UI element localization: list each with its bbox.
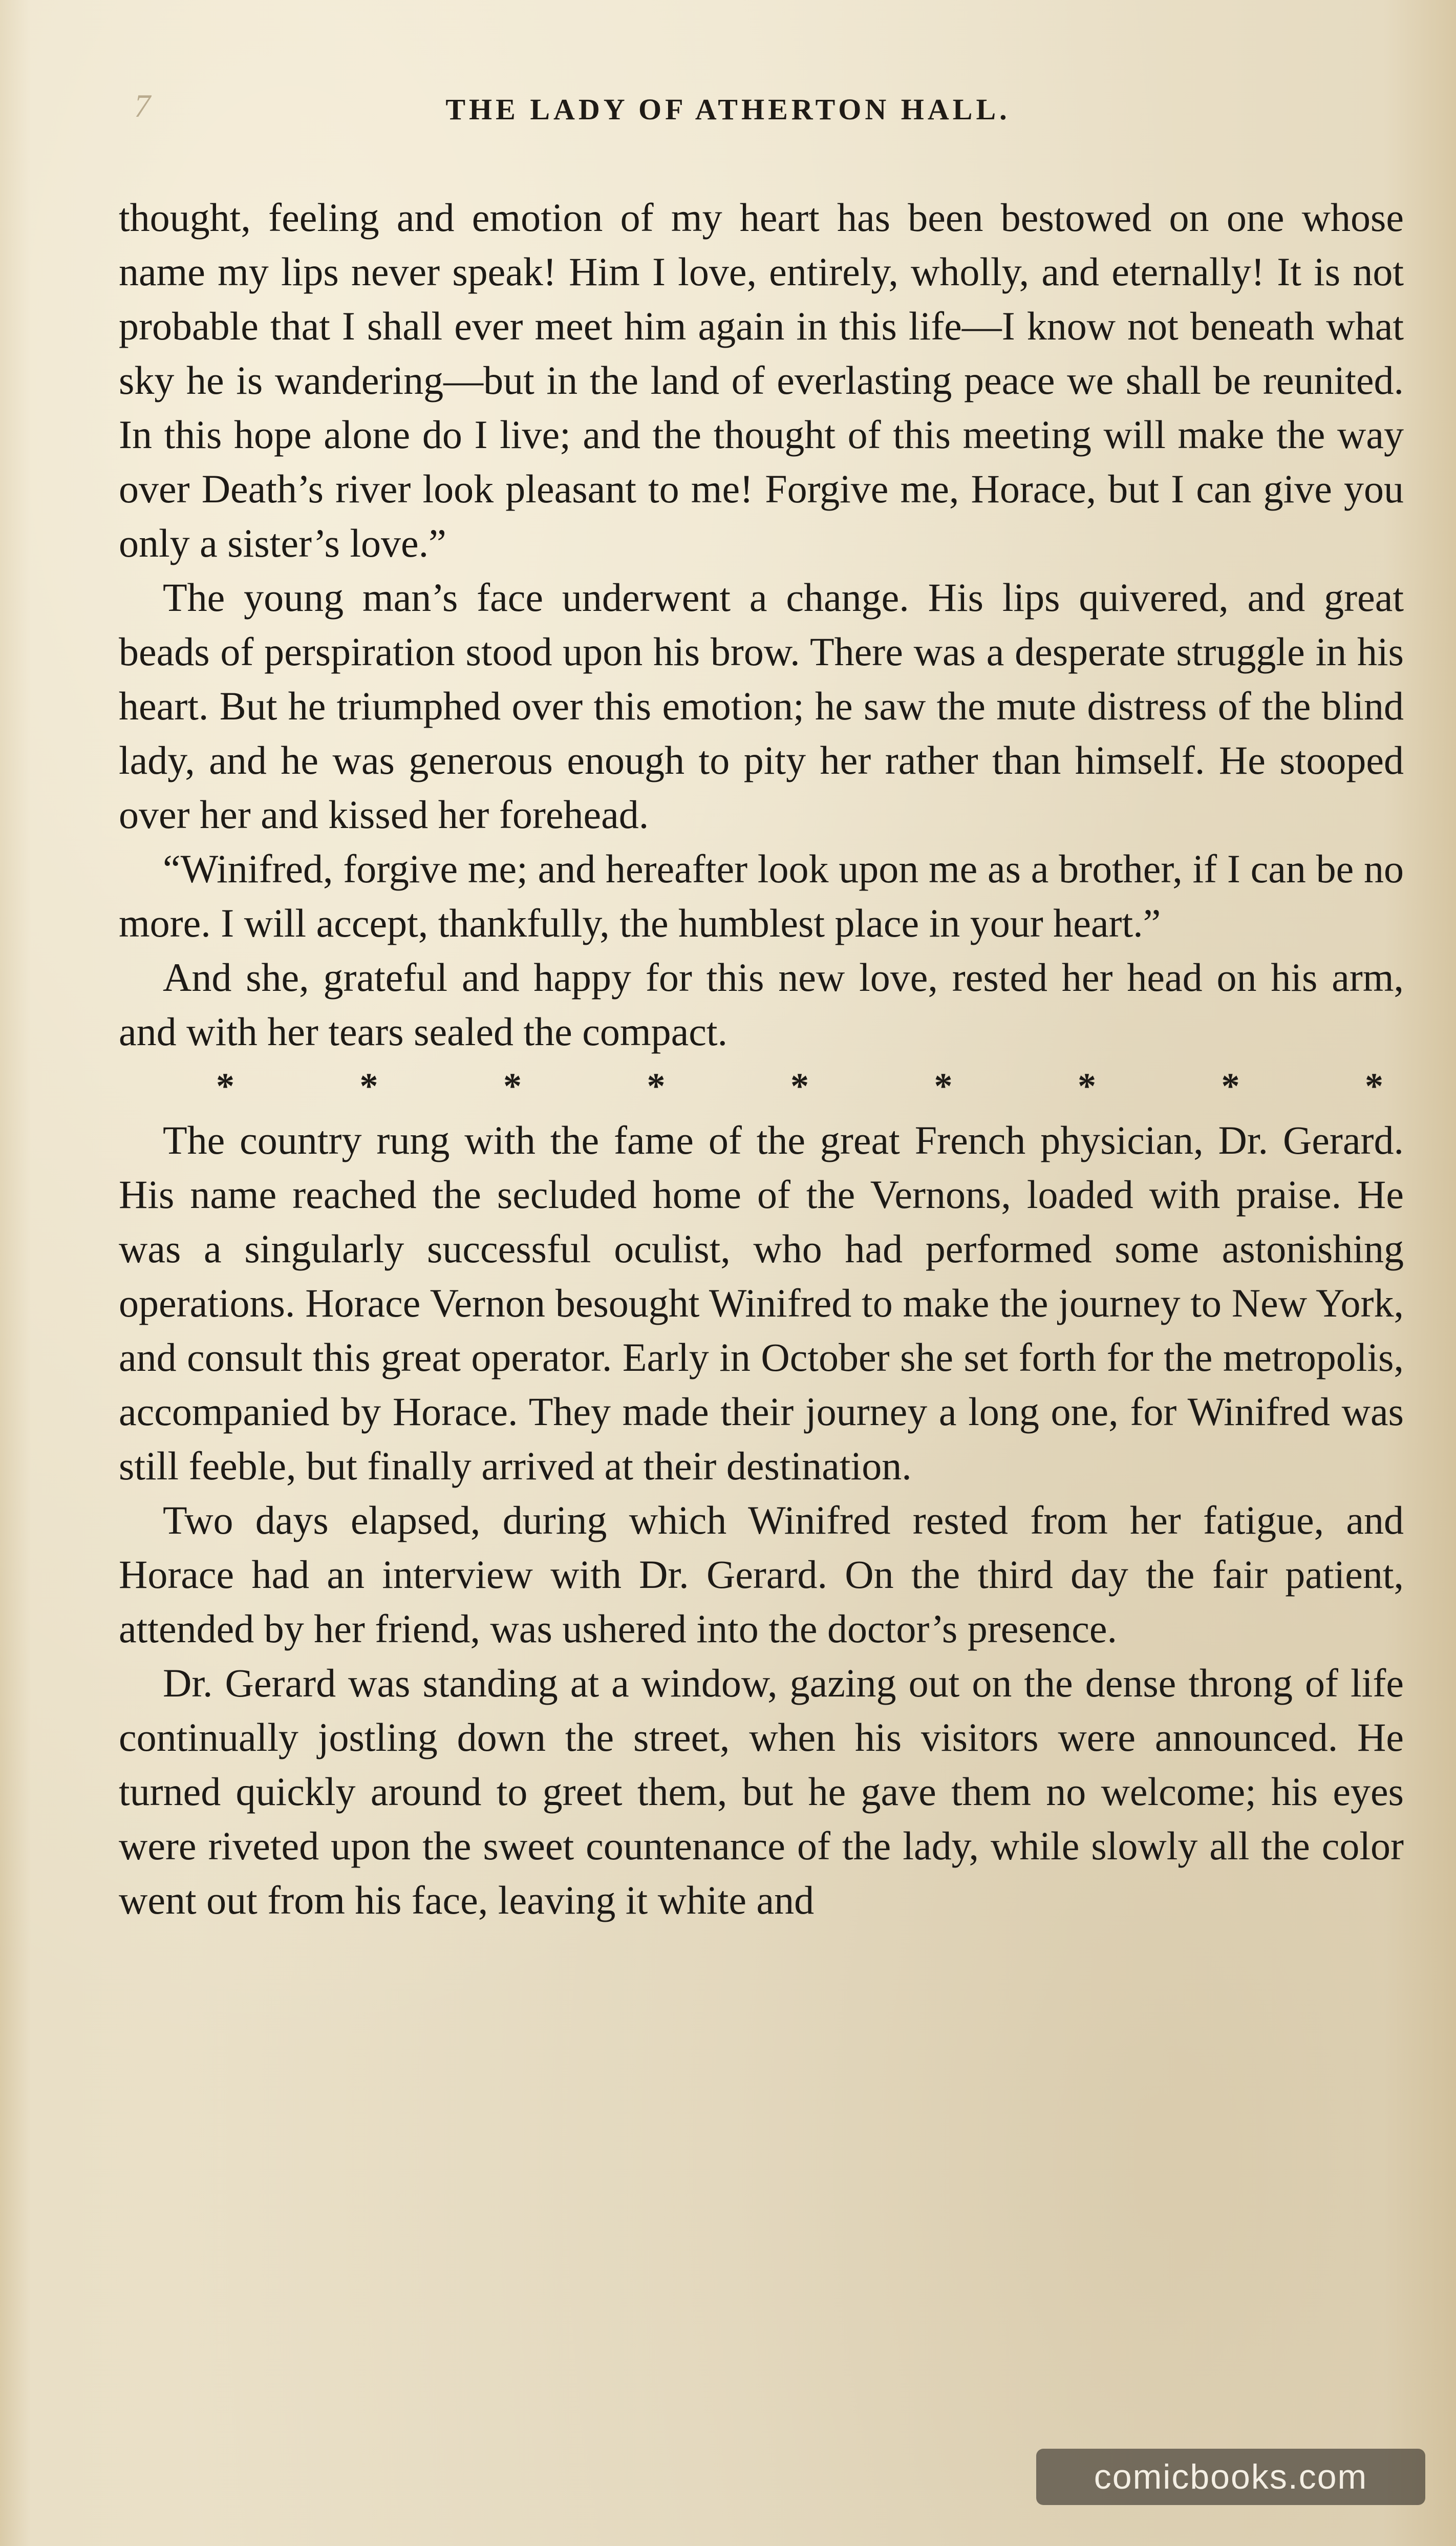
section-break-star: * [790,1066,809,1107]
section-break-star: * [359,1066,378,1107]
paragraph: The country rung with the fame of the great French physician, Dr. Gerard. His name reached the secluded home of the Vernons, loaded with praise. He was a singularly successful oculist, who had performed some astonishing operations. Horace Vernon besought Winifred to make the journey to New York, and consult this great operator. Early in October she set forth for the metropolis, accompanied by Horace. They made their journey a long one, for Winifred was still feeble, but finally arrived at their destination. [119,1118,1404,1488]
section-break-star: * [934,1066,953,1107]
section-break-star: * [1365,1066,1383,1107]
paragraph: The young man’s face underwent a change. His lips quivered, and great beads of perspiration stood upon his brow. There was a desperate struggle in his heart. But he triumphed over this emotion; he saw the mute distress of the blind lady, and he was generous enough to pity her rather than himself. He stooped over her and kissed her forehead. [119,575,1404,837]
section-break-star: * [1221,1066,1240,1107]
page-number: 7 [134,88,151,124]
paragraph: And she, grateful and happy for this new love, rested her head on his arm, and with her tears sealed the compact. [119,955,1404,1054]
watermark-label: comicbooks.com [1036,2449,1425,2505]
section-break-star: * [647,1066,666,1107]
paragraph: Two days elapsed, during which Winifred rested from her fatigue, and Horace had an interview with Dr. Gerard. On the third day the fair patient, attended by her friend, was ushered into the doctor’s presence. [119,1498,1404,1651]
paragraph: “Winifred, forgive me; and hereafter look upon me as a brother, if I can be no more. I will accept, thankfully, the humblest place in your heart.” [119,846,1404,945]
section-break-star: * [216,1066,234,1107]
section-break-star: * [503,1066,522,1107]
paragraph: Dr. Gerard was standing at a window, gazing out on the dense throng of life continually jostling down the street, when his visitors were announced. He turned quickly around to greet them, but he gave them no welcome; his eyes were riveted upon the sweet countenance of the lady, while slowly all the color went out from his face, leaving it white and [119,1661,1404,1922]
running-head: THE LADY OF ATHERTON HALL. [445,93,1011,126]
paragraph: thought, feeling and emotion of my heart has been bestowed on one whose name my lips never speak! Him I love, entirely, wholly, and eternally! It is not probable that I shall ever meet him again in this life—I know not beneath what sky he is wandering—but in the land of everlasting peace we shall be reunited. In this hope alone do I live; and the thought of this meeting will make the way over Death’s river look pleasant to me! Forgive me, Horace, but I can give you only a sister’s love.” [119,195,1404,565]
body-text [119,190,1404,1927]
section-break [119,1059,1404,1113]
section-break-star: * [1078,1066,1096,1107]
